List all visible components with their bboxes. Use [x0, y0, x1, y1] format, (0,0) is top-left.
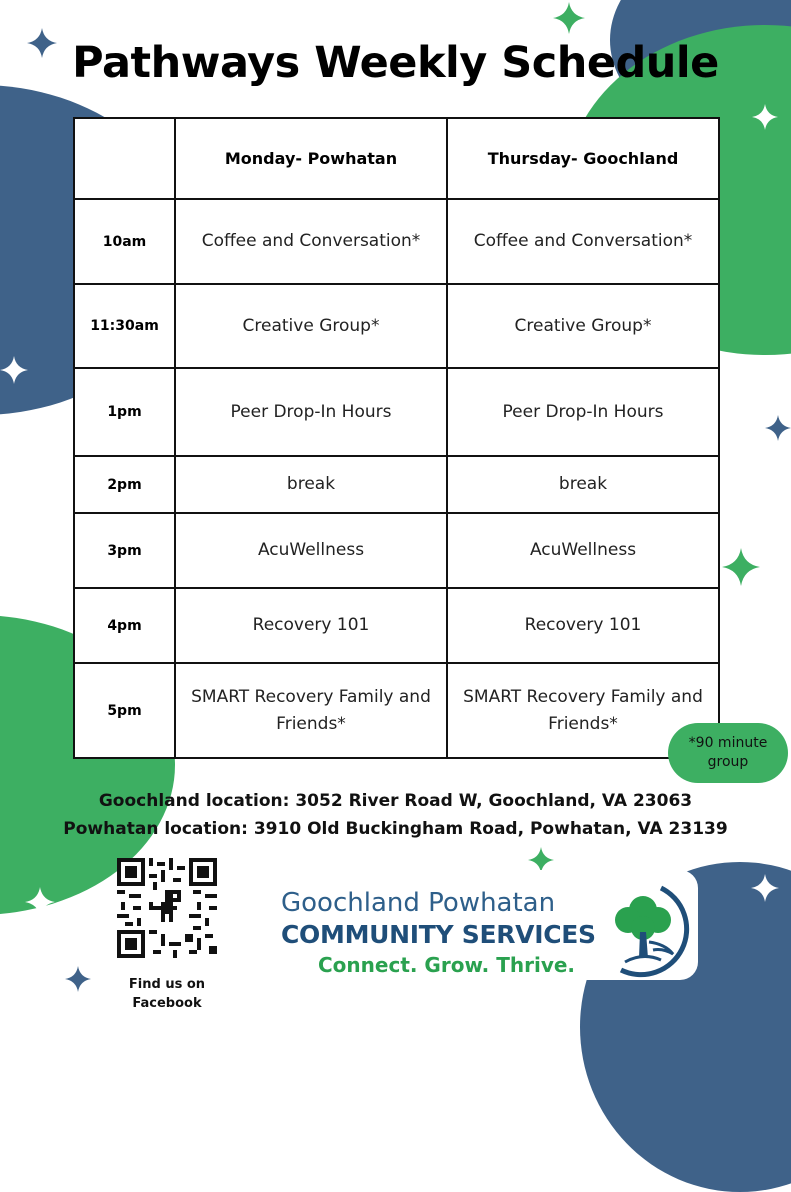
org-tagline: Connect. Grow. Thrive. [318, 953, 576, 977]
sparkle-icon [752, 104, 778, 130]
thursday-cell: Coffee and Conversation* [447, 199, 719, 284]
thursday-cell: SMART Recovery Family and Friends* [447, 663, 719, 758]
sparkle-icon [25, 887, 55, 917]
thursday-cell: Recovery 101 [447, 588, 719, 663]
time-cell: 1pm [74, 368, 175, 456]
time-cell: 5pm [74, 663, 175, 758]
sparkle-icon [0, 356, 28, 384]
thursday-cell: Creative Group* [447, 284, 719, 368]
monday-cell: break [175, 456, 447, 513]
monday-cell: Coffee and Conversation* [175, 199, 447, 284]
time-cell: 11:30am [74, 284, 175, 368]
table-header-row [74, 118, 719, 199]
thursday-cell: AcuWellness [447, 513, 719, 588]
time-cell: 3pm [74, 513, 175, 588]
monday-cell: AcuWellness [175, 513, 447, 588]
schedule-table [73, 117, 720, 759]
time-cell: 10am [74, 199, 175, 284]
sparkle-icon [722, 548, 760, 586]
goochland-address: Goochland location: 3052 River Road W, Goochland, VA 23063 [98, 791, 693, 811]
monday-cell: Creative Group* [175, 284, 447, 368]
sparkle-icon [765, 415, 791, 441]
table-row [74, 663, 719, 758]
table-row [74, 368, 719, 456]
monday-cell: Peer Drop-In Hours [175, 368, 447, 456]
qr-code[interactable] [117, 858, 217, 958]
thursday-cell: Peer Drop-In Hours [447, 368, 719, 456]
tree-logo-icon [603, 882, 695, 978]
facebook-label: Find us on Facebook [128, 977, 206, 1011]
monday-cell: Recovery 101 [175, 588, 447, 663]
header-thursday: Thursday- Goochland [447, 118, 719, 199]
monday-cell: SMART Recovery Family and Friends* [175, 663, 447, 758]
table-row [74, 588, 719, 663]
table-row [74, 456, 719, 513]
header-empty [74, 118, 175, 199]
org-name-line2: COMMUNITY SERVICES [281, 920, 596, 949]
time-cell: 4pm [74, 588, 175, 663]
page-title: Pathways Weekly Schedule [72, 38, 719, 88]
footnote-text: *90 minute group [688, 735, 768, 770]
sparkle-icon [553, 2, 585, 34]
time-cell: 2pm [74, 456, 175, 513]
table-row [74, 199, 719, 284]
powhatan-address: Powhatan location: 3910 Old Buckingham Road, Powhatan, VA 23139 [63, 819, 728, 839]
org-name-line1: Goochland Powhatan [281, 888, 556, 918]
table-row [74, 284, 719, 368]
header-monday: Monday- Powhatan [175, 118, 447, 199]
table-row [74, 513, 719, 588]
thursday-cell: break [447, 456, 719, 513]
sparkle-icon [65, 966, 91, 992]
sparkle-icon [751, 874, 779, 902]
footnote-badge [668, 723, 788, 783]
